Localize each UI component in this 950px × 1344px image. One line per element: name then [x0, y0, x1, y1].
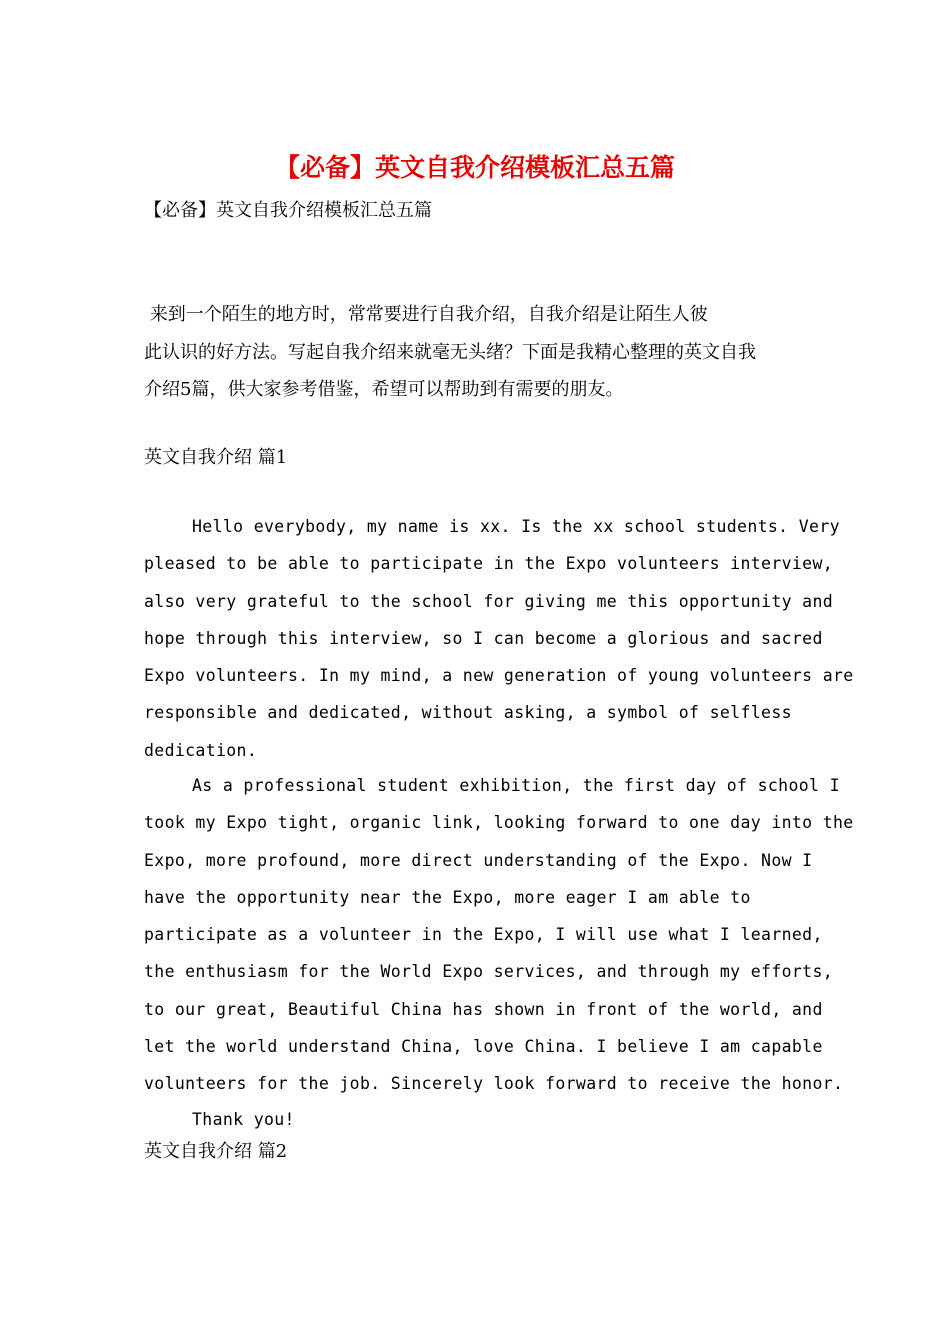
- document-subtitle: 【必备】英文自我介绍模板汇总五篇: [144, 200, 432, 221]
- intro-line: 介绍5篇，供大家参考借鉴，希望可以帮助到有需要的朋友。: [144, 379, 624, 400]
- paragraph-line: to our great, Beautiful China has shown in front of the world, and: [144, 999, 823, 1019]
- paragraph-line: Expo, more profound, more direct understanding of the Expo. Now I: [144, 850, 813, 870]
- intro-line: 来到一个陌生的地方时，常常要进行自我介绍，自我介绍是让陌生人彼: [144, 304, 708, 325]
- paragraph-line: As a professional student exhibition, the first day of school I: [192, 776, 840, 795]
- paragraph-line: volunteers for the job. Sincerely look forward to receive the honor.: [144, 1074, 844, 1094]
- section-heading-1: 英文自我介绍 篇1: [144, 447, 288, 468]
- closing-paragraph: [144, 1101, 824, 1138]
- paragraph-line: also very grateful to the school for giving me this opportunity and: [144, 591, 834, 611]
- paragraph-line: participate as a volunteer in the Expo, I will use what I learned,: [144, 925, 823, 945]
- paragraph-line: the enthusiasm for the World Expo services, and through my efforts,: [144, 962, 834, 982]
- paragraph-line: Expo volunteers. In my mind, a new generation of young volunteers are: [144, 666, 854, 686]
- english-paragraph-1: [144, 508, 854, 769]
- paragraph-line: responsible and dedicated, without asking, a symbol of selfless: [144, 703, 792, 723]
- paragraph-line: hope through this interview, so I can become a glorious and sacred: [144, 628, 823, 648]
- paragraph-line: Hello everybody, my name is xx. Is the xx school students. Very: [192, 517, 840, 536]
- intro-paragraph: [144, 296, 824, 409]
- paragraph-line: let the world understand China, love China. I believe I am capable: [144, 1037, 823, 1057]
- section-heading-2: 英文自我介绍 篇2: [144, 1141, 288, 1162]
- paragraph-line: dedication.: [144, 740, 258, 760]
- closing-line: Thank you!: [192, 1110, 295, 1129]
- paragraph-line: took my Expo tight, organic link, looking forward to one day into the: [144, 813, 854, 833]
- english-paragraph-2: [144, 767, 854, 1103]
- document-title: 【必备】英文自我介绍模板汇总五篇: [274, 153, 675, 182]
- paragraph-line: have the opportunity near the Expo, more eager I am able to: [144, 887, 751, 907]
- paragraph-line: pleased to be able to participate in the Expo volunteers interview,: [144, 554, 834, 574]
- intro-line: 此认识的好方法。写起自我介绍来就毫无头绪？下面是我精心整理的英文自我: [144, 341, 756, 363]
